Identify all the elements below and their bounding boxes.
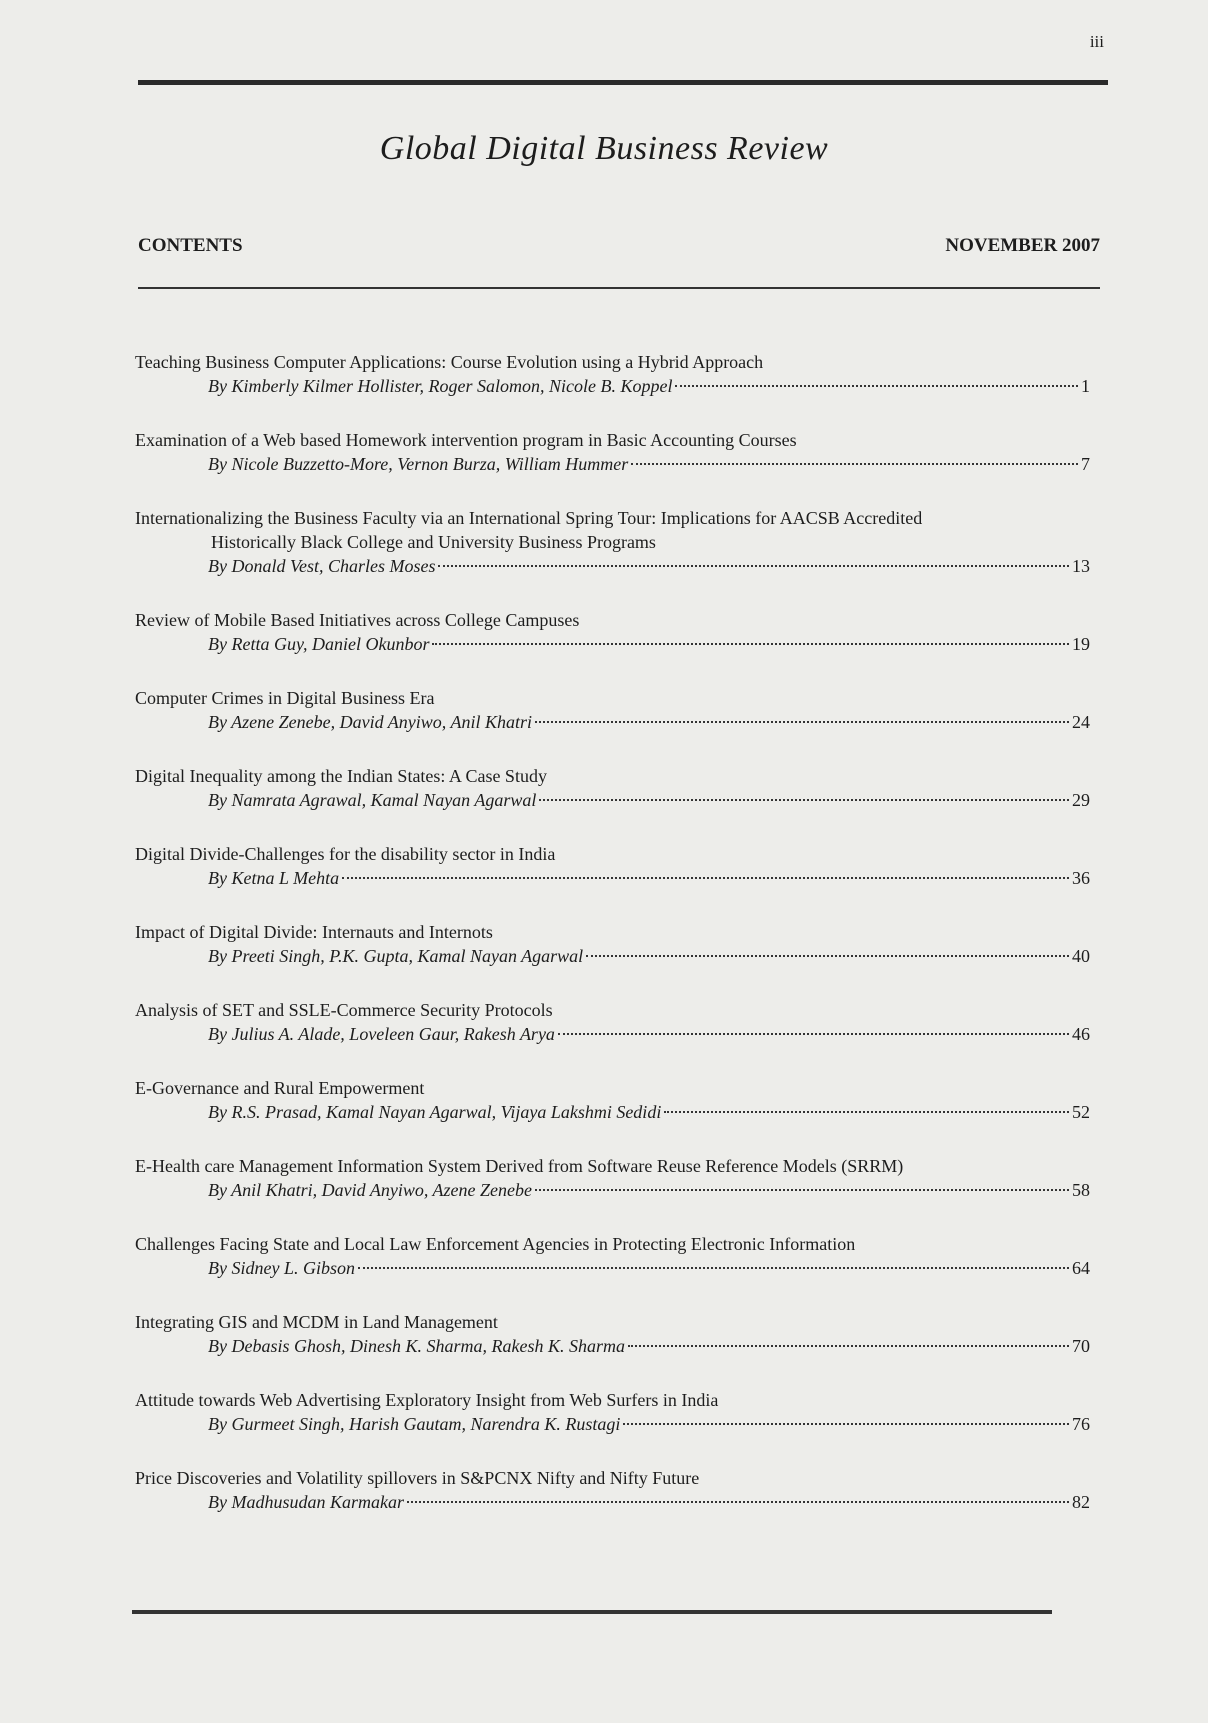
article-title: Review of Mobile Based Initiatives across College Campuses xyxy=(135,610,580,630)
bottom-rule xyxy=(132,1610,1052,1614)
toc-entry xyxy=(135,842,1090,920)
article-page: 58 xyxy=(1072,1180,1090,1200)
article-authors: By Julius A. Alade, Loveleen Gaur, Rakesh Arya xyxy=(208,1024,555,1044)
toc-entry xyxy=(135,920,1090,998)
article-title: Teaching Business Computer Applications: Course Evolution using a Hybrid Approach xyxy=(135,352,764,372)
article-byline xyxy=(135,1490,1090,1514)
article-page: 36 xyxy=(1072,868,1090,888)
article-byline xyxy=(135,554,1090,578)
toc-entry xyxy=(135,428,1090,506)
article-byline xyxy=(135,1412,1090,1436)
toc-entry xyxy=(135,506,1090,608)
article-page: 24 xyxy=(1072,712,1090,732)
article-byline xyxy=(135,374,1090,398)
article-page: 40 xyxy=(1072,946,1090,966)
dot-leader xyxy=(358,1267,1069,1269)
article-page: 13 xyxy=(1072,556,1090,576)
dot-leader xyxy=(664,1111,1069,1113)
toc-entry xyxy=(135,1076,1090,1154)
journal-title: Global Digital Business Review xyxy=(379,130,829,167)
article-byline xyxy=(135,944,1090,968)
dot-leader xyxy=(438,565,1069,567)
dot-leader xyxy=(342,877,1069,879)
article-title: Impact of Digital Divide: Internauts and Internots xyxy=(135,922,493,942)
toc-entry xyxy=(135,1388,1090,1466)
toc-entry xyxy=(135,998,1090,1076)
article-page: 82 xyxy=(1072,1492,1090,1512)
article-page: 19 xyxy=(1072,634,1090,654)
article-title: Integrating GIS and MCDM in Land Management xyxy=(135,1312,498,1332)
article-page: 1 xyxy=(1081,376,1090,396)
article-title-line-2: Historically Black College and University Business Programs xyxy=(211,532,656,552)
dot-leader xyxy=(631,463,1078,465)
article-page: 76 xyxy=(1072,1414,1090,1434)
article-title-line-1: Internationalizing the Business Faculty via an International Spring Tour: Implications for AACSB Accredited xyxy=(135,508,923,528)
article-byline xyxy=(135,788,1090,812)
article-title: Digital Inequality among the Indian States: A Case Study xyxy=(135,766,547,786)
article-page: 70 xyxy=(1072,1336,1090,1356)
dot-leader xyxy=(535,1189,1069,1191)
dot-leader xyxy=(623,1423,1069,1425)
article-authors: By Azene Zenebe, David Anyiwo, Anil Khatri xyxy=(208,712,532,732)
page-number: iii xyxy=(1089,32,1104,51)
dot-leader xyxy=(535,721,1069,723)
contents-heading: CONTENTS xyxy=(138,235,243,256)
article-authors: By Donald Vest, Charles Moses xyxy=(208,556,436,576)
article-byline xyxy=(135,1022,1090,1046)
toc-entry xyxy=(135,350,1090,428)
dot-leader xyxy=(558,1033,1069,1035)
dot-leader xyxy=(539,799,1069,801)
article-byline xyxy=(135,1178,1090,1202)
dot-leader xyxy=(407,1501,1069,1503)
toc-entry xyxy=(135,1154,1090,1232)
article-title: Computer Crimes in Digital Business Era xyxy=(135,688,435,708)
issue-date: NOVEMBER 2007 xyxy=(945,235,1100,256)
article-title: Digital Divide-Challenges for the disability sector in India xyxy=(135,844,556,864)
article-title: Attitude towards Web Advertising Exploratory Insight from Web Surfers in India xyxy=(135,1390,719,1410)
article-byline xyxy=(135,710,1090,734)
article-authors: By Madhusudan Karmakar xyxy=(208,1492,404,1512)
article-byline xyxy=(135,452,1090,476)
article-title: E-Governance and Rural Empowerment xyxy=(135,1078,425,1098)
article-title xyxy=(135,506,1090,554)
article-title: Price Discoveries and Volatility spillovers in S&PCNX Nifty and Nifty Future xyxy=(135,1468,700,1488)
article-authors: By Preeti Singh, P.K. Gupta, Kamal Nayan Agarwal xyxy=(208,946,584,966)
article-page: 7 xyxy=(1081,454,1090,474)
article-title: Analysis of SET and SSLE-Commerce Security Protocols xyxy=(135,1000,553,1020)
toc-entry xyxy=(135,764,1090,842)
article-authors: By Ketna L Mehta xyxy=(208,868,340,888)
article-page: 46 xyxy=(1072,1024,1090,1044)
toc-entry xyxy=(135,1310,1090,1388)
article-authors: By R.S. Prasad, Kamal Nayan Agarwal, Vijaya Lakshmi Sedidi xyxy=(208,1102,662,1122)
article-authors: By Anil Khatri, David Anyiwo, Azene Zenebe xyxy=(208,1180,532,1200)
article-authors: By Debasis Ghosh, Dinesh K. Sharma, Rakesh K. Sharma xyxy=(208,1336,625,1356)
toc-entry xyxy=(135,1232,1090,1310)
article-byline xyxy=(135,632,1090,656)
dot-leader xyxy=(432,643,1069,645)
toc-entry xyxy=(135,1466,1090,1544)
top-rule xyxy=(138,80,1108,85)
dot-leader xyxy=(675,385,1078,387)
article-page: 52 xyxy=(1072,1102,1090,1122)
table-of-contents xyxy=(135,350,1090,1544)
article-title: Examination of a Web based Homework intervention program in Basic Accounting Courses xyxy=(135,430,797,450)
article-byline xyxy=(135,1256,1090,1280)
dot-leader xyxy=(628,1345,1069,1347)
article-title: Challenges Facing State and Local Law Enforcement Agencies in Protecting Electronic Information xyxy=(135,1234,856,1254)
article-authors: By Namrata Agrawal, Kamal Nayan Agarwal xyxy=(208,790,537,810)
article-authors: By Gurmeet Singh, Harish Gautam, Narendra K. Rustagi xyxy=(208,1414,621,1434)
article-authors: By Nicole Buzzetto-More, Vernon Burza, William Hummer xyxy=(208,454,629,474)
article-authors: By Retta Guy, Daniel Okunbor xyxy=(208,634,430,654)
article-page: 64 xyxy=(1072,1258,1090,1278)
article-byline xyxy=(135,866,1090,890)
article-authors: By Sidney L. Gibson xyxy=(208,1258,355,1278)
article-page: 29 xyxy=(1072,790,1090,810)
toc-entry xyxy=(135,608,1090,686)
article-title: E-Health care Management Information System Derived from Software Reuse Reference Models (SRRM) xyxy=(135,1156,904,1176)
contents-rule xyxy=(138,287,1100,289)
toc-entry xyxy=(135,686,1090,764)
article-byline xyxy=(135,1100,1090,1124)
article-authors: By Kimberly Kilmer Hollister, Roger Salomon, Nicole B. Koppel xyxy=(208,376,673,396)
article-byline xyxy=(135,1334,1090,1358)
dot-leader xyxy=(586,955,1069,957)
